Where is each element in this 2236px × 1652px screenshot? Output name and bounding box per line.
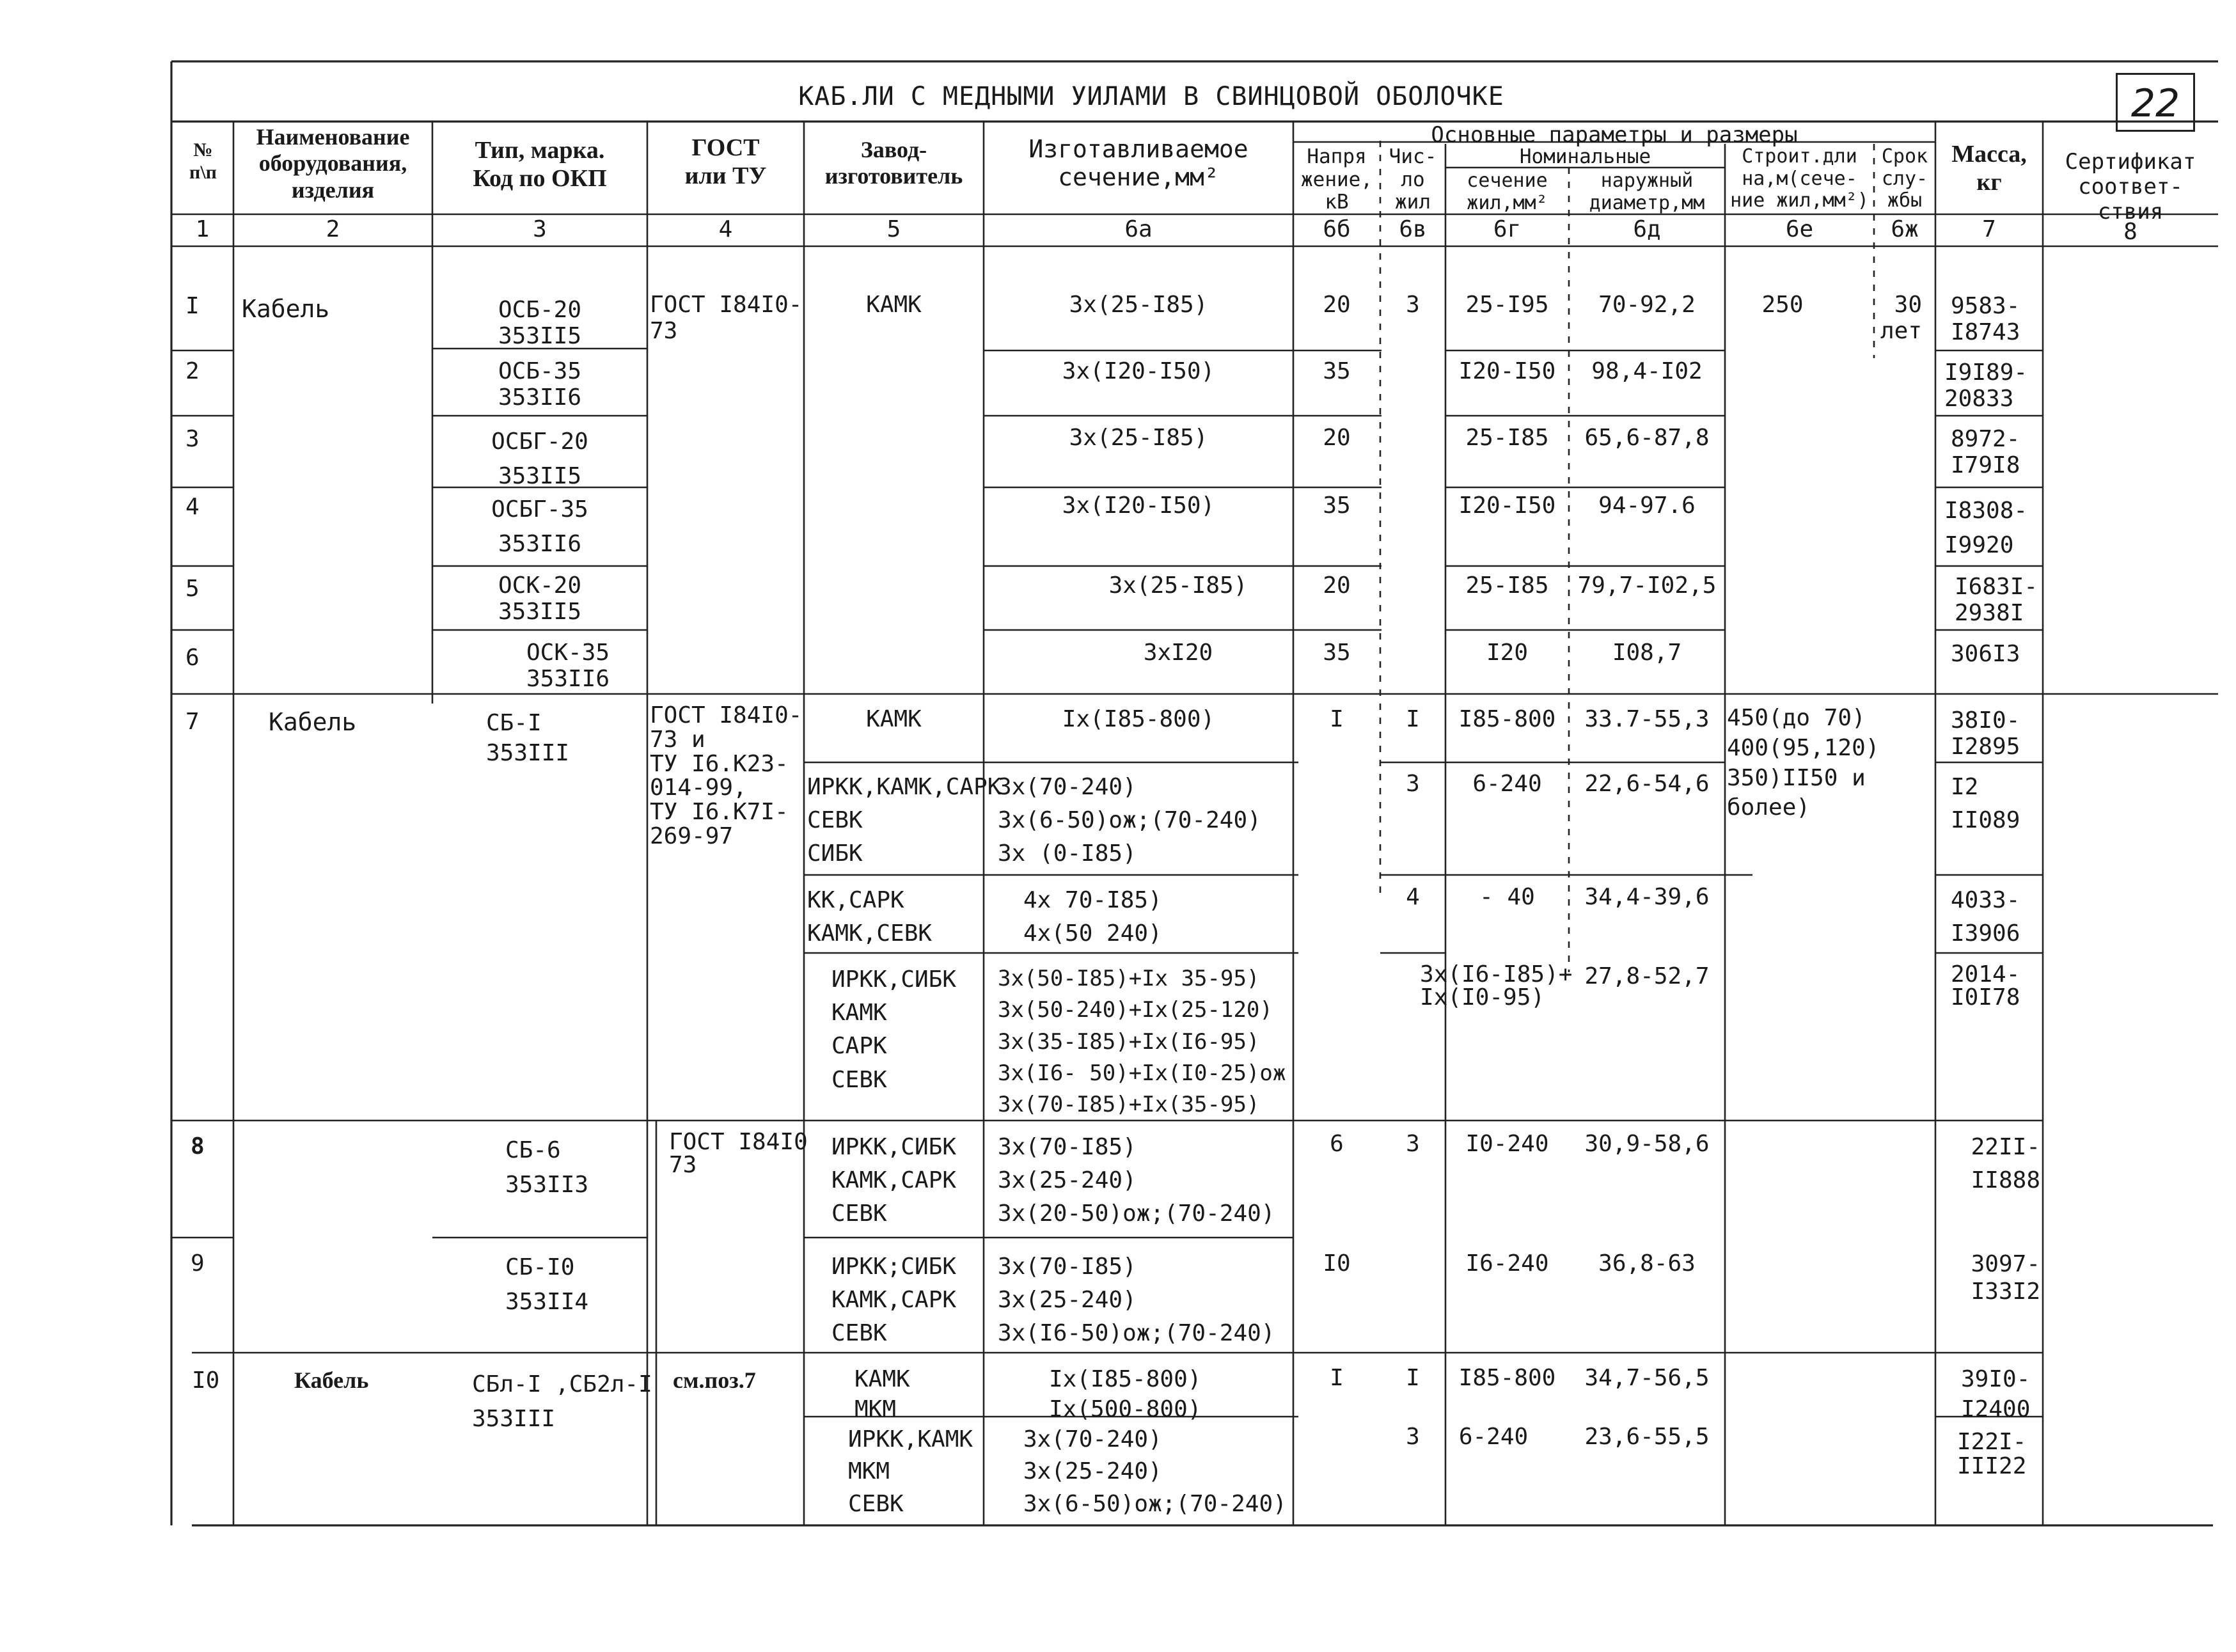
sub-maker: КАМК МКМ: [854, 1366, 910, 1422]
col-number: 6б: [1323, 216, 1351, 242]
row-gost: ГОСТ I84I0- 73: [650, 292, 803, 345]
row-maker: ИРКК,СИБК КАМК,САРК СЕВК: [831, 1134, 957, 1227]
sub-mass: I2 II089: [1951, 774, 2020, 834]
row-core-section: I20-I50: [1458, 492, 1556, 519]
row-section: 3х(25-I85): [1069, 292, 1208, 318]
sub-mass: 39I0- I2400: [1961, 1366, 2031, 1422]
row-voltage: 35: [1323, 492, 1351, 519]
row-section: 3х(70-I85) 3х(25-240) 3х(I6-50)ож;(70-240): [998, 1254, 1275, 1347]
sub-diam: 34,7-56,5: [1584, 1365, 1710, 1391]
row-type: ОСК-20 353II5: [498, 572, 582, 625]
row-type: ОСК-35 353II6: [526, 640, 610, 693]
row-type: ОСБГ-35 353II6: [491, 496, 588, 557]
sub-section: 3х(70-240) 3х(6-50)ож;(70-240) 3х (0-I85): [998, 774, 1261, 867]
row-diam: 30,9-58,6: [1584, 1131, 1710, 1157]
row-type: СБ-I0 353II4: [505, 1254, 589, 1315]
row-type: СБ-I 353III: [486, 710, 570, 766]
page-number: 22: [2130, 81, 2180, 126]
sub-diam: 23,6-55,5: [1584, 1424, 1710, 1450]
sub-core-section: I85-800: [1458, 1365, 1556, 1391]
header-cores: Чис- ло жил: [1389, 145, 1437, 214]
row-mass: I9I89- 20833: [1944, 359, 2028, 413]
sub-voltage: I: [1330, 1365, 1344, 1391]
col-number: 5: [886, 216, 901, 242]
row-type: СБл-I ,СБ2л-I 353III: [472, 1371, 652, 1432]
row-core-section: I6-240: [1465, 1250, 1549, 1277]
row-mass: 22II- II888: [1971, 1134, 2040, 1194]
row-core-section: I20: [1486, 640, 1529, 666]
row-diam: 36,8-63: [1598, 1250, 1696, 1277]
col-number: 6е: [1785, 216, 1814, 242]
row-gost: ГОСТ I84I0 73: [669, 1129, 808, 1178]
header-voltage: Напря жение, кВ: [1301, 145, 1373, 214]
sub-mass: 38I0- I2895: [1951, 707, 2020, 760]
row-section: 3х(70-I85) 3х(25-240) 3х(20-50)ож;(70-240): [998, 1134, 1275, 1227]
row-num: 6: [185, 645, 200, 671]
row-voltage: 35: [1323, 640, 1351, 666]
row-voltage: 20: [1323, 572, 1351, 599]
sub-section: 3х(50-I85)+Iх 35-95) 3х(50-240)+Iх(25-120) 3х(35-I85)+Iх(I6-95) 3х(I6- 50)+Iх(I0-25)ож 3х(70-I85)+Iх(35-95): [998, 966, 1286, 1118]
row-name: Кабель: [269, 708, 357, 736]
col-number: 8: [2123, 219, 2138, 245]
row-core-section: 25-I85: [1465, 572, 1549, 599]
header-core-section: сечение жил,мм²: [1467, 169, 1548, 214]
sub-cores: I: [1406, 706, 1420, 732]
col-number: 6ж: [1891, 216, 1919, 242]
header-outer-diam: наружный диаметр,мм: [1589, 169, 1705, 214]
header-params: Основные параметры и размеры: [1431, 122, 1798, 148]
row-num: I: [185, 293, 200, 319]
header-build-len: Строит.дли на,м(сече- ние жил,мм²): [1730, 145, 1869, 212]
col-number: 6в: [1399, 216, 1427, 242]
sub-diam: 33.7-55,3: [1584, 706, 1710, 732]
row-cores: 3: [1406, 292, 1420, 318]
header-service: Срок слу- жбы: [1881, 145, 1928, 212]
row-core-section: 25-I95: [1465, 292, 1549, 318]
header-cert: Сертификат соответ- ствия: [2065, 149, 2196, 225]
row-section: 3х(25-I85): [1069, 425, 1208, 451]
col-number: 6а: [1124, 216, 1153, 242]
row-num: 4: [185, 494, 200, 520]
sub-cores: 3: [1406, 1424, 1420, 1450]
row-core-section: 25-I85: [1465, 425, 1549, 451]
row-section: 3х(I20-I50): [1062, 358, 1215, 384]
row-num: 5: [185, 576, 200, 602]
header-name: Наименование оборудования, изделия: [256, 124, 410, 203]
sub-core-section: I85-800: [1458, 706, 1556, 732]
col-number: 3: [533, 216, 547, 242]
sub-cores: 4: [1406, 884, 1420, 910]
row-diam: 79,7-I02,5: [1577, 572, 1717, 599]
col-number: 6г: [1493, 216, 1522, 242]
page-number-box: [2116, 73, 2195, 132]
row-diam: 65,6-87,8: [1584, 425, 1710, 451]
header-section: Изготавливаемое сечение,мм²: [1028, 135, 1248, 191]
row-service: 30 лет: [1880, 292, 1923, 345]
header-nominal: Номинальные: [1519, 145, 1651, 168]
row-section: 3хI20: [1143, 640, 1213, 666]
header-maker: Завод- изготовитель: [824, 137, 963, 189]
sub-section: Iх(I85-800): [1062, 706, 1215, 732]
row-section: 3х(25-I85): [1108, 572, 1248, 599]
row-maker: ИРКК;СИБК КАМК,САРК СЕВК: [831, 1254, 957, 1347]
row-type: СБ-6 353II3: [505, 1137, 589, 1198]
sub-maker: КАМК: [866, 706, 922, 732]
sub-maker: ИРКК,КАМК,САРК СЕВК СИБК: [807, 774, 1002, 867]
row-voltage: 20: [1323, 425, 1351, 451]
row-core-section: I0-240: [1465, 1131, 1549, 1157]
row-type: ОСБГ-20 353II5: [491, 429, 588, 489]
row-num: 9: [191, 1250, 205, 1277]
row-type: ОСБ-35 353II6: [498, 358, 582, 411]
col-number: 4: [718, 216, 733, 242]
row-num: I0: [192, 1367, 220, 1394]
sub-cores: 3: [1406, 771, 1420, 797]
row-mass: 8972- I79I8: [1951, 426, 2020, 479]
row-type: ОСБ-20 353II5: [498, 297, 582, 350]
row-voltage: I: [1330, 706, 1344, 732]
row-num: 2: [185, 358, 200, 384]
row-diam: 98,4-I02: [1591, 358, 1703, 384]
row-section: 3х(I20-I50): [1062, 492, 1215, 519]
row-mass: 306I3: [1951, 641, 2020, 667]
sub-section: Iх(I85-800) Iх(500-800): [1049, 1366, 1202, 1422]
sub-mass: 4033- I3906: [1951, 887, 2020, 947]
sub-cores: I: [1406, 1365, 1420, 1391]
row-voltage: 6: [1330, 1131, 1344, 1157]
document-title: КАБ.ЛИ С МЕДНЫМИ УИЛАМИ В СВИНЦОВОЙ ОБОЛОЧКЕ: [798, 82, 1504, 111]
sub-section: 3х(70-240) 3х(25-240) 3х(6-50)ож;(70-240): [1023, 1426, 1287, 1517]
sub-diam: 27,8-52,7: [1584, 963, 1710, 989]
sub-diam: 22,6-54,6: [1584, 771, 1710, 797]
sub-maker: КК,САРК КАМК,СЕВК: [807, 887, 933, 947]
row-voltage: 35: [1323, 358, 1351, 384]
row-maker: КАМК: [866, 292, 922, 318]
row-build: 250: [1761, 292, 1804, 318]
row-mass: 3097- I33I2: [1971, 1251, 2040, 1305]
row-cores: 3: [1406, 1131, 1420, 1157]
sub-core-section: 6-240: [1458, 1424, 1529, 1450]
row-mass: 9583- I8743: [1951, 293, 2020, 346]
sub-core-section: - 40: [1479, 884, 1535, 910]
row-mass: I8308- I9920: [1944, 498, 2028, 558]
header-type: Тип, марка. Код по ОКП: [473, 137, 607, 192]
row-build: 450(до 70) 400(95,120) 350)II50 и более): [1727, 705, 1880, 821]
sub-maker: ИРКК,КАМК МКМ СЕВК: [848, 1426, 973, 1517]
sub-diam: 34,4-39,6: [1584, 884, 1710, 910]
sub-section: 4х 70-I85) 4х(50 240): [1023, 887, 1162, 947]
header-mass: Масса, кг: [1951, 141, 2027, 196]
sub-cores-section: 3х(I6-I85)+ Iх(I0-95): [1420, 961, 1573, 1011]
sub-core-section: 6-240: [1472, 771, 1542, 797]
row-num: 3: [185, 426, 200, 452]
row-diam: 70-92,2: [1598, 292, 1696, 318]
header-num: № п\п: [189, 139, 217, 183]
row-core-section: I20-I50: [1458, 358, 1556, 384]
header-gost: ГОСТ или ТУ: [684, 134, 767, 189]
col-number: 6д: [1633, 216, 1661, 242]
row-name: Кабель: [242, 295, 330, 323]
row-voltage: I0: [1323, 1250, 1351, 1277]
sub-mass: I22I- III22: [1957, 1429, 2027, 1479]
sub-maker: ИРКК,СИБК КАМК САРК СЕВК: [831, 966, 957, 1093]
sub-mass: 2014- I0I78: [1951, 961, 2020, 1011]
row-name: Кабель: [294, 1367, 369, 1393]
row-gost: ГОСТ I84I0- 73 и ТУ I6.К23- 014-99, ТУ I6.К7I- 269-97: [650, 702, 803, 849]
col-number: 7: [1982, 216, 1996, 242]
row-num: 7: [185, 709, 200, 735]
row-gost: см.поз.7: [673, 1367, 756, 1393]
col-number: 2: [326, 216, 340, 242]
row-voltage: 20: [1323, 292, 1351, 318]
row-diam: 94-97.6: [1598, 492, 1696, 519]
row-mass: I683I- 2938I: [1955, 574, 2038, 627]
col-number: 1: [195, 216, 210, 242]
row-num: 8: [191, 1133, 205, 1160]
row-diam: I08,7: [1612, 640, 1682, 666]
